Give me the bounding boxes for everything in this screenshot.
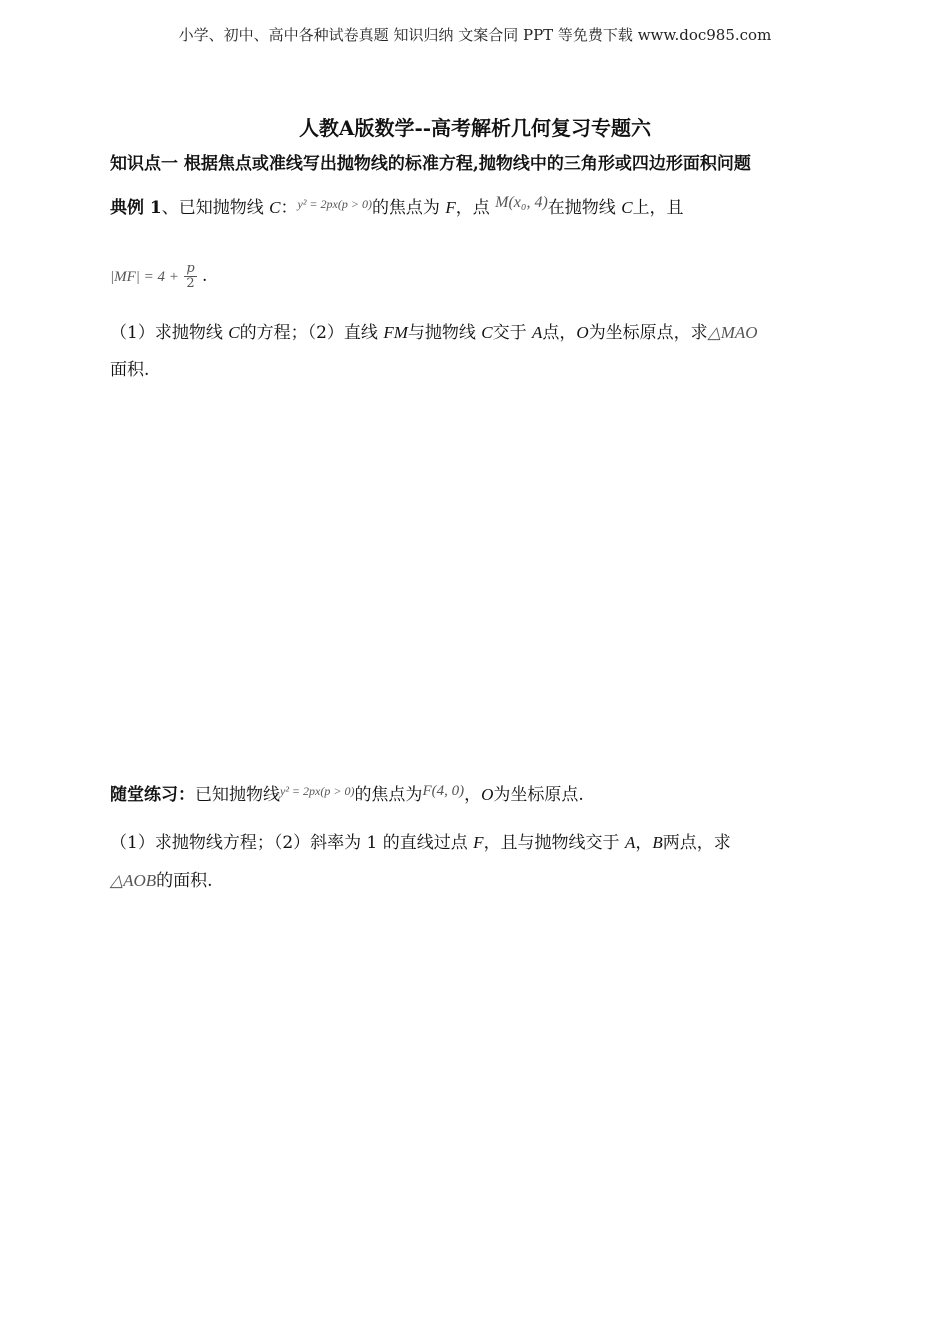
site-header: 小学、初中、高中各种试卷真题 知识归纳 文案合同 PPT 等免费下载 www.doc985.com [178, 26, 772, 44]
example-label: 典例 1 [110, 198, 162, 218]
focus-point: F(4, 0) [422, 783, 465, 799]
triangle-aob: △AOB [110, 871, 157, 890]
example-questions-end: 面积. [110, 360, 150, 380]
document-title: 人教A版数学--高考解析几何复习专题六 [298, 116, 652, 140]
practice-parabola-equation: y² = 2px(p > 0) [280, 784, 355, 798]
triangle-mao: △MAO [707, 323, 758, 342]
practice-questions-end: △AOB的面积. [110, 871, 213, 891]
example-questions: （1）求抛物线 C的方程；（2）直线 FM与抛物线 C交于 A点，O为坐标原点，求△MAO [110, 323, 758, 343]
practice-label: 随堂练习： [110, 785, 195, 805]
practice-questions: （1）求抛物线方程；（2）斜率为 1 的直线过点 F，且与抛物线交于 A，B两点，求 [110, 833, 731, 853]
section-heading: 知识点一 根据焦点或准线写出抛物线的标准方程,抛物线中的三角形或四边形面积问题 [110, 154, 751, 174]
parabola-equation: y² = 2px(p > 0) [297, 197, 372, 211]
practice-statement: 随堂练习：已知抛物线$^{y^2 = 2px(p > 0)}$的焦点为F(4, 0)，O为坐标原点. [110, 783, 584, 805]
point-m: M(x₀, 4) [495, 194, 548, 211]
example-statement: 典例 1、已知抛物线 C：$^{y^2 = 2px(p > 0)}$的焦点为 F，点 M(x₀, 4)在抛物线 C上，且 [110, 194, 684, 218]
fraction-p-over-2: $\frac{p}{2}$ [186, 261, 195, 291]
mf-condition: |MF| = 4 + $\frac{p}{2}$ . [110, 261, 208, 291]
